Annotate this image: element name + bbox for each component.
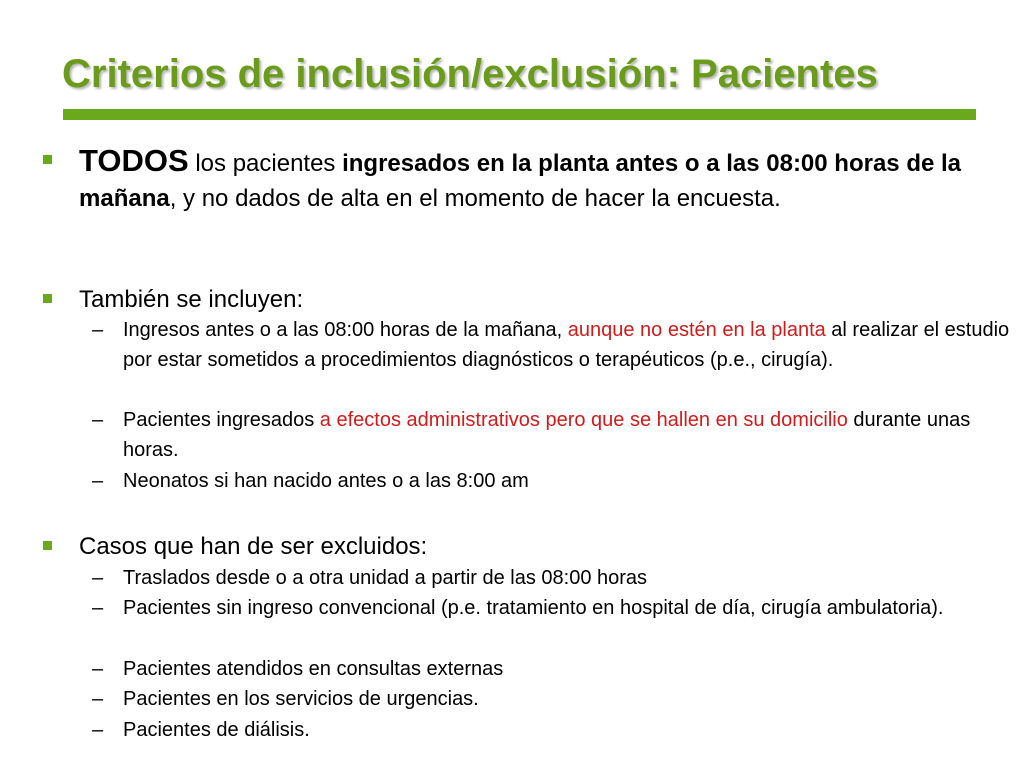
sub-bullet-text-run: Pacientes atendidos en consultas externas [123, 658, 504, 680]
sub-bullet-item [92, 654, 1014, 684]
bullet-text-run: ingresados en la planta antes o a las 08:00 horas de la mañana [79, 150, 962, 212]
dash-bullet-icon: – [92, 658, 104, 680]
sub-bullet-item [92, 466, 1014, 496]
sub-bullet-text-run: Ingresos antes o a las 08:00 horas de la mañana, [123, 319, 568, 341]
sub-bullet-text-run: Pacientes de diálisis. [123, 719, 310, 741]
bullet-text-run: , y no dados de alta en el momento de hacer la encuesta. [169, 185, 781, 212]
dash-bullet-icon: – [92, 597, 104, 619]
sub-bullet-text-run: Traslados desde o a otra unidad a partir de las 08:00 horas [123, 567, 648, 589]
dash-bullet-icon: – [92, 567, 104, 589]
bullet-item [79, 529, 1004, 564]
sub-bullet-text-run: al realizar el estudio por estar sometidos a procedimientos diagnósticos o terapéuticos (p.e., cirugía). [123, 319, 1010, 371]
sub-bullet-text-run: a efectos administrativos pero que se hallen en su domicilio [319, 409, 848, 431]
sub-bullet-text-run: Neonatos si han nacido antes o a las 8:00 am [123, 470, 529, 492]
sub-bullet-text-run: Pacientes en los servicios de urgencias. [123, 688, 479, 710]
slide-title: Criterios de inclusión/exclusión: Pacientes [62, 52, 878, 96]
dash-bullet-icon: – [92, 719, 104, 741]
sub-bullet-text-run: Pacientes sin ingreso convencional (p.e. tratamiento en hospital de día, cirugía ambulatoria). [123, 597, 944, 619]
sub-bullet-item [92, 405, 1014, 465]
bullet-text-run: los pacientes [188, 150, 343, 177]
dash-bullet-icon: – [92, 319, 104, 341]
bullet-item [79, 282, 1004, 317]
dash-bullet-icon: – [92, 470, 104, 492]
bullet-text-run: TODOS [79, 143, 189, 178]
dash-bullet-icon: – [92, 688, 104, 710]
sub-bullet-item [92, 715, 1014, 745]
sub-bullet-item [92, 563, 1014, 593]
sub-bullet-item [92, 684, 1014, 714]
square-bullet-icon [43, 541, 52, 550]
sub-bullet-text-run: Pacientes ingresados [123, 409, 320, 431]
bullet-label: También se incluyen: [79, 286, 304, 313]
bullet-item [79, 143, 1004, 216]
sub-bullet-item [92, 315, 1014, 375]
bullet-label: Casos que han de ser excluidos: [79, 533, 428, 560]
sub-bullet-item [92, 593, 1014, 623]
square-bullet-icon [43, 294, 52, 303]
dash-bullet-icon: – [92, 409, 104, 431]
sub-bullet-text-run: durante unas horas. [123, 409, 971, 461]
square-bullet-icon [43, 155, 52, 164]
sub-bullet-text-run: aunque no estén en la planta [567, 319, 826, 341]
